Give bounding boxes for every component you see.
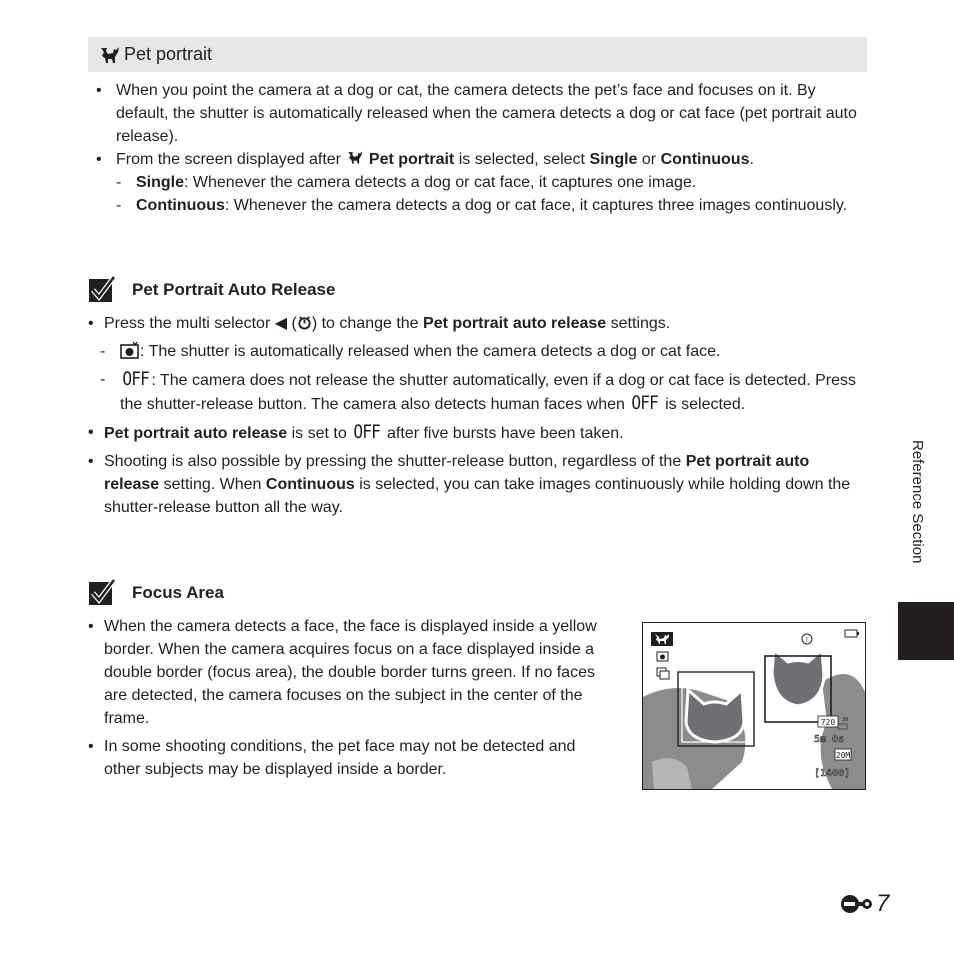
list-item: • When you point the camera at a dog or cat, the camera detects the pet’s face and focuses on it. By default, the shutter is automatically released when the camera detects a dog or cat face (pet portrait auto release). [96, 82, 857, 145]
list-item: - : The shutter is automatically released when the camera detects a dog or cat face. [100, 343, 721, 360]
intro-bullets [96, 79, 866, 217]
note1-body [88, 312, 858, 519]
left-arrow-icon: ◀ [274, 315, 288, 332]
list-item: - Single: Whenever the camera detects a dog or cat face, it captures one image. [116, 174, 697, 191]
check-note-icon [88, 579, 116, 607]
list-item: - Continuous: Whenever the camera detects a dog or cat face, it captures three images continuously. [116, 197, 848, 214]
check-note-icon [88, 276, 116, 304]
shots-remaining: [1400] [814, 768, 851, 779]
section-title: Pet portrait [124, 44, 213, 64]
pet-auto-release-icon [120, 341, 140, 359]
note-heading [88, 579, 224, 607]
svg-text:!: ! [806, 637, 808, 644]
camera-screen-illustration [642, 622, 866, 790]
image-size-sub: 30 [842, 717, 849, 723]
reference-section-icon [840, 893, 874, 915]
note-title: Focus Area [132, 583, 224, 602]
pet-portrait-icon [345, 149, 364, 166]
time-readout: 5m 0s [814, 734, 845, 745]
list-item: - OFF : The camera does not release the shutter automatically, even if a dog or cat face is detected. Press the shutter-release button. The camera also detects human faces when OFF is selected. [100, 368, 857, 414]
note-title: Pet Portrait Auto Release [132, 280, 336, 299]
list-item: • Pet portrait auto release is set to OFF after five bursts have been taken. [88, 421, 624, 443]
pet-portrait-icon [98, 44, 120, 66]
list-item: • Press the multi selector ◀ ( ) to change the Pet portrait auto release settings. [88, 315, 671, 332]
megapixels-label: 20M [835, 751, 851, 760]
list-item: • In some shooting conditions, the pet face may not be detected and other subjects may be displayed inside a border. [88, 738, 576, 778]
page-number: 7 [840, 890, 889, 918]
image-size-label: 720 [820, 718, 836, 727]
section-header [88, 37, 867, 72]
side-section-label: Reference Section [909, 440, 926, 564]
list-item: • From the screen displayed after Pet portrait is selected, select Single or Continuous. [96, 151, 754, 168]
section-tab-marker [898, 602, 954, 660]
list-item: • When the camera detects a face, the face is displayed inside a yellow border. When the camera acquires focus on a face displayed inside a double border (focus area), the double border turns green. If no faces are detected, the camera focuses on the subject in the center of the frame. [88, 618, 597, 727]
note-heading [88, 276, 335, 304]
self-timer-icon [297, 315, 312, 330]
note2-body [88, 615, 608, 781]
list-item: • Shooting is also possible by pressing the shutter-release button, regardless of the Pet portrait auto release setting. When Continuous is selected, you can take images continuously while holding down the shutter-release button all the way. [88, 453, 851, 516]
